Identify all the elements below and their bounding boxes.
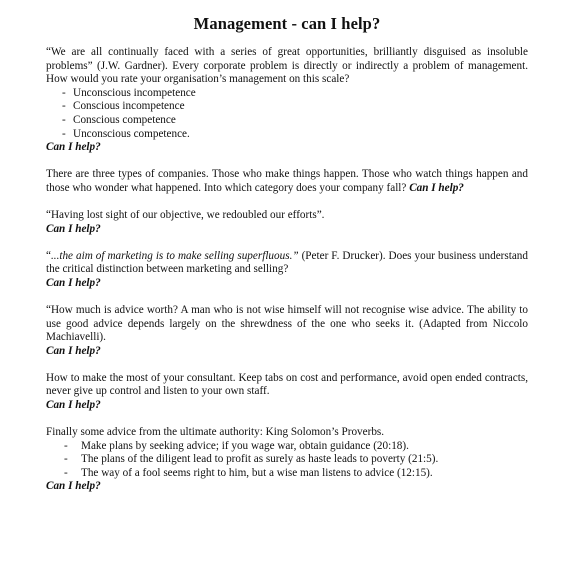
section-proverbs <box>46 426 528 494</box>
quote-open-mark: “ <box>46 249 51 262</box>
document-page <box>46 14 528 508</box>
section-text: “How much is advice worth? A man who is not wise himself will not recognise wise advice. The ability to use good advice depends largely on the shrewdness of the one who seeks it. (Adapted from Niccolo Machiavelli). <box>46 303 528 344</box>
can-i-help-prompt: Can I help? <box>46 480 101 493</box>
can-i-help-prompt: Can I help? <box>46 398 101 411</box>
section-text: “Having lost sight of our objective, we redoubled our efforts”. <box>46 208 325 221</box>
list-item: - The plans of the diligent lead to profit as surely as haste leads to poverty (21:5). <box>64 453 528 467</box>
can-i-help-prompt: Can I help? <box>46 141 101 154</box>
section-company-types <box>46 168 528 195</box>
section-machiavelli-quote <box>46 304 528 358</box>
section-consultant-tips <box>46 372 528 413</box>
section-text-body: (Peter F. Drucker). Does your business understand the critical distinction between marketing and selling? <box>46 249 528 276</box>
section-text <box>46 168 528 195</box>
section-text-body: There are three types of companies. Those who make things happen. Those who watch things happen and those who wonder what happened. Into which category does your company fall? <box>46 168 528 194</box>
section-text: “We are all continually faced with a series of great opportunities, brilliantly disguised as insoluble problems” (J.W. Gardner). Every corporate problem is directly or indirectly a problem of management. How would you rate your organisation’s management on this scale? <box>46 46 528 86</box>
section-gardner-quote <box>46 46 528 155</box>
list-item: - Conscious competence <box>62 114 528 128</box>
page-title: Management - can I help? <box>193 14 381 33</box>
section-objective-quote <box>46 209 528 236</box>
section-text <box>46 250 528 277</box>
can-i-help-prompt: Can I help? <box>46 344 101 357</box>
proverbs-list <box>46 440 528 481</box>
list-item: - The way of a fool seems right to him, but a wise man listens to advice (12:15). <box>64 467 528 481</box>
can-i-help-prompt: Can I help? <box>46 222 101 235</box>
list-item: - Unconscious competence. <box>62 128 528 142</box>
list-item: - Unconscious incompetence <box>62 87 528 101</box>
list-item: - Make plans by seeking advice; if you wage war, obtain guidance (20:18). <box>64 440 528 454</box>
section-drucker-quote <box>46 250 528 291</box>
can-i-help-prompt: Can I help? <box>46 276 101 289</box>
can-i-help-prompt: Can I help? <box>409 181 464 194</box>
drucker-quote: ...the aim of marketing is to make selling superfluous.” <box>50 249 299 262</box>
section-text: Finally some advice from the ultimate authority: King Solomon’s Proverbs. <box>46 426 385 439</box>
competence-scale-list <box>46 87 528 141</box>
list-item: - Conscious incompetence <box>62 100 528 114</box>
section-text: How to make the most of your consultant. Keep tabs on cost and performance, avoid open ended contracts, never give up control and listen to your own staff. <box>46 371 528 398</box>
